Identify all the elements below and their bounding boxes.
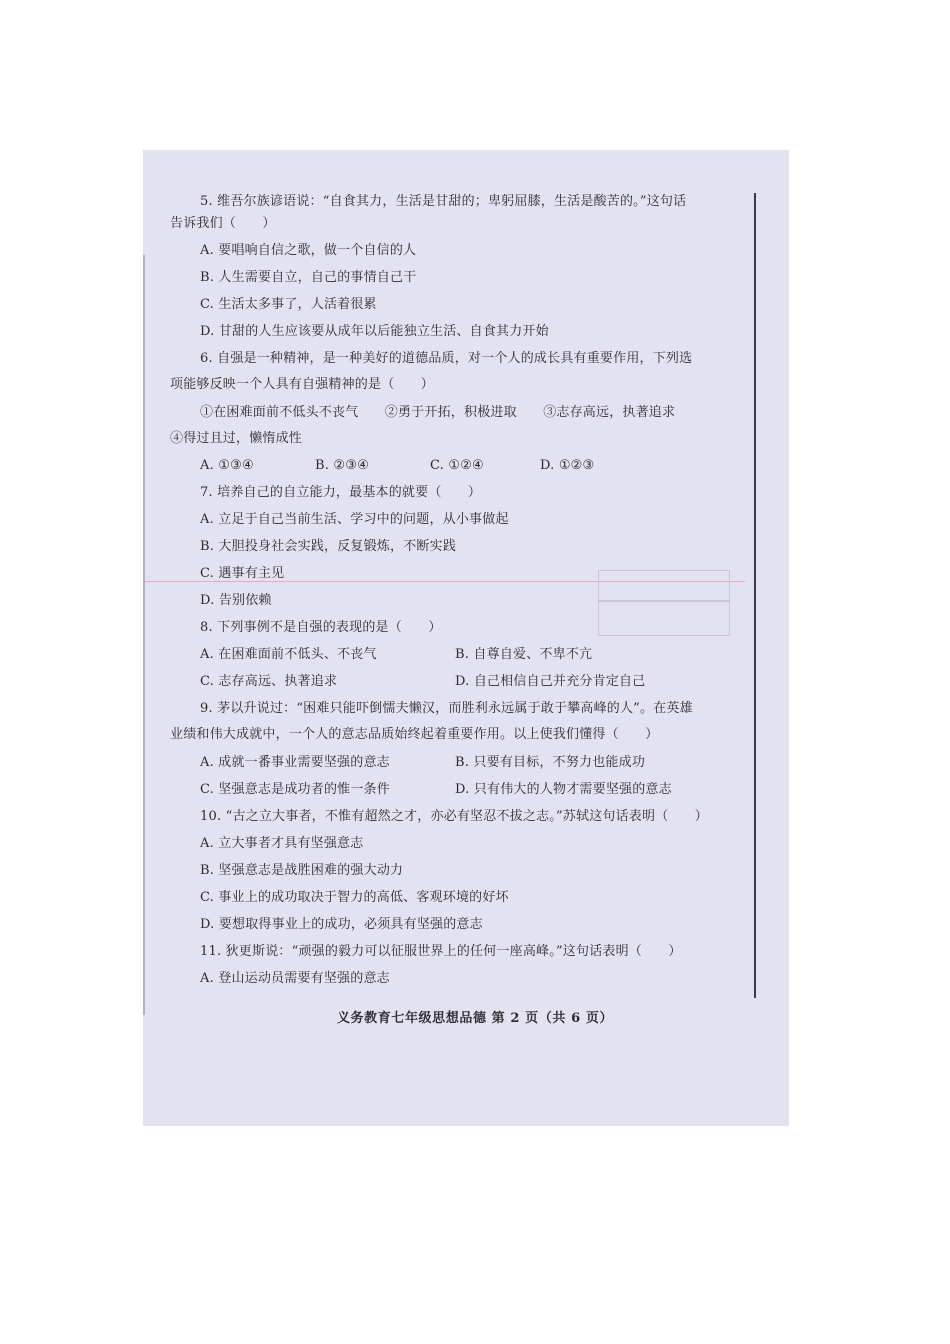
question-6-stem-cont: 项能够反映一个人具有自强精神的是（ ） (170, 377, 435, 392)
question-9-option-d: D. 只有伟大的人物才需要坚强的意志 (455, 782, 672, 797)
question-7-option-a: A. 立足于自己当前生活、学习中的问题，从小事做起 (200, 512, 509, 527)
question-9-option-a: A. 成就一番事业需要坚强的意志 (200, 755, 390, 770)
question-5-option-d: D. 甘甜的人生应该要从成年以后能独立生活、自食其力开始 (200, 324, 549, 339)
question-5-option-c: C. 生活太多事了，人活着很累 (200, 297, 377, 312)
question-8-option-d: D. 自己相信自己并充分肯定自己 (455, 674, 646, 689)
question-11-option-a: A. 登山运动员需要有坚强的意志 (200, 971, 390, 986)
question-8-option-b: B. 自尊自爱、不卑不亢 (455, 647, 593, 662)
bleed-through-table (598, 570, 730, 636)
question-6-items-cont: ④得过且过，懒惰成性 (170, 431, 303, 446)
question-9-stem-cont: 业绩和伟大成就中，一个人的意志品质始终起着重要作用。以上使我们懂得（ ） (170, 727, 659, 742)
question-7-option-c: C. 遇事有主见 (200, 566, 285, 581)
question-11-stem: 11. 狄更斯说：“顽强的毅力可以征服世界上的任何一座高峰。”这句话表明（ ） (200, 944, 682, 959)
question-8-option-c: C. 志存高远、执著追求 (200, 674, 338, 689)
question-6-option-b: B. ②③④ (315, 458, 369, 473)
question-7-option-b: B. 大胆投身社会实践，反复锻炼，不断实践 (200, 539, 457, 554)
question-6-option-d: D. ①②③ (540, 458, 595, 473)
question-9-option-c: C. 坚强意志是成功者的惟一条件 (200, 782, 390, 797)
question-6-option-a: A. ①③④ (200, 458, 254, 473)
question-6-stem: 6. 自强是一种精神，是一种美好的道德品质，对一个人的成长具有重要作用，下列选 (200, 351, 693, 366)
question-8-stem: 8. 下列事例不是自强的表现的是（ ） (200, 620, 442, 635)
question-5-stem-cont: 告诉我们（ ） (170, 216, 276, 231)
question-6-option-c: C. ①②④ (430, 458, 484, 473)
question-10-option-b: B. 坚强意志是战胜困难的强大动力 (200, 863, 404, 878)
question-9-stem: 9. 茅以升说过：“困难只能吓倒懦夫懒汉，而胜利永远属于敢于攀高峰的人”。在英雄 (200, 701, 693, 716)
question-5-stem: 5. 维吾尔族谚语说：“自食其力，生活是甘甜的；卑躬屈膝，生活是酸苦的。”这句话 (200, 194, 687, 209)
question-10-option-d: D. 要想取得事业上的成功，必须具有坚强的意志 (200, 917, 483, 932)
left-shadow-mark (143, 255, 145, 1015)
question-7-stem: 7. 培养自己的自立能力，最基本的就要（ ） (200, 485, 482, 500)
question-10-option-a: A. 立大事者才具有坚强意志 (200, 836, 364, 851)
bleed-through-table-row (598, 600, 730, 602)
question-10-stem: 10. “古之立大事者，不惟有超然之才，亦必有坚忍不拔之志。”苏轼这句话表明（ ） (200, 809, 708, 824)
question-6-items: ①在困难面前不低头不丧气 ②勇于开拓，积极进取 ③志存高远，执著追求 (200, 405, 676, 420)
question-5-option-a: A. 要唱响自信之歌，做一个自信的人 (200, 243, 417, 258)
right-border-rule (754, 193, 756, 998)
question-7-option-d: D. 告别依赖 (200, 593, 272, 608)
question-9-option-b: B. 只要有目标，不努力也能成功 (455, 755, 646, 770)
page-footer: 义务教育七年级思想品德 第 2 页（共 6 页） (336, 1011, 614, 1026)
question-8-option-a: A. 在困难面前不低头、不丧气 (200, 647, 377, 662)
question-10-option-c: C. 事业上的成功取决于智力的高低、客观环境的好坏 (200, 890, 509, 905)
question-5-option-b: B. 人生需要自立，自己的事情自己干 (200, 270, 417, 285)
